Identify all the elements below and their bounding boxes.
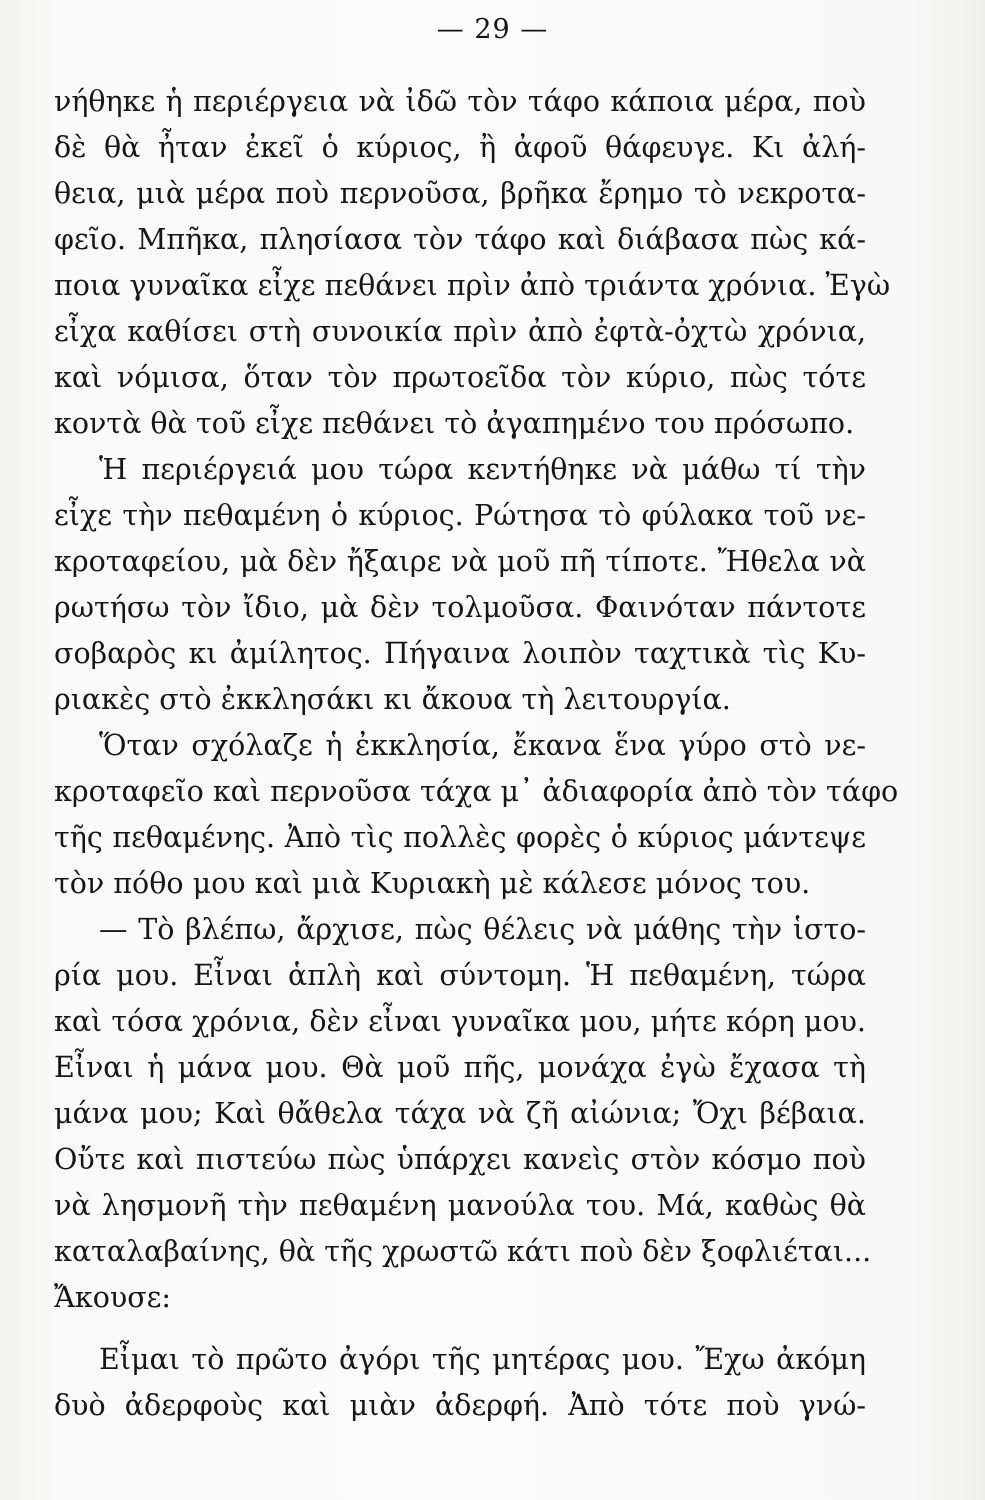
text-line: φεῖο. Μπῆκα, πλησίασα τὸν τάφο καὶ διάβασα πὼς κά-: [54, 223, 866, 256]
body-text: [54, 79, 899, 1429]
text-line: ριακὲς στὸ ἐκκλησάκι κι ἄκουα τὴ λειτουργία.: [54, 683, 731, 716]
dialogue-first-line: — Τὸ βλέπω, ἄρχισε, πὼς θέλεις νὰ μάθης τὴν ἱστο-: [99, 913, 866, 946]
text-line: κροταφείου, μὰ δὲν ἤξαιρε νὰ μοῦ πῆ τίποτε. Ἤθελα νὰ: [54, 545, 866, 578]
text-line: καὶ τόσα χρόνια, δὲν εἶναι γυναῖκα μου, μήτε κόρη μου.: [54, 1005, 866, 1038]
paragraph-first-line: Ἡ περιέργειά μου τώρα κεντήθηκε νὰ μάθω τί τὴν: [99, 453, 866, 486]
text-line: εἶχε τὴν πεθαμένη ὁ κύριος. Ρώτησα τὸ φύλακα τοῦ νε-: [54, 499, 866, 532]
text-line: δὲ θὰ ἦταν ἐκεῖ ὁ κύριος, ἢ ἀφοῦ θάφευγε. Κι ἀλή-: [54, 131, 866, 164]
text-line: καὶ νόμισα, ὅταν τὸν πρωτοεῖδα τὸν κύριο, πὼς τότε: [54, 361, 866, 394]
text-line: σοβαρὸς κι ἀμίλητος. Πήγαινα λοιπὸν ταχτικὰ τὶς Κυ-: [54, 637, 866, 670]
paragraph-first-line: Εἶμαι τὸ πρῶτο ἀγόρι τῆς μητέρας μου. Ἔχω ἀκόμη: [99, 1343, 866, 1376]
text-line: εἶχα καθίσει στὴ συνοικία πρὶν ἀπὸ ἐφτὰ-ὀχτὼ χρόνια,: [54, 315, 866, 348]
text-line: ποια γυναῖκα εἶχε πεθάνει πρὶν ἀπὸ τριάντα χρόνια. Ἐγὼ: [54, 269, 891, 302]
text-line: τῆς πεθαμένης. Ἀπὸ τὶς πολλὲς φορὲς ὁ κύριος μάντεψε: [54, 821, 866, 854]
text-line: μάνα μου; Καὶ θἄθελα τάχα νὰ ζῆ αἰώνια; Ὄχι βέβαια.: [54, 1097, 866, 1130]
paragraph-first-line: Ὅταν σχόλαζε ἡ ἐκκλησία, ἔκανα ἕνα γύρο στὸ νε-: [99, 729, 866, 762]
page-number: — 29 —: [436, 14, 549, 45]
text-line: κοντὰ θὰ τοῦ εἶχε πεθάνει τὸ ἀγαπημένο του πρόσωπο.: [54, 407, 855, 440]
text-line: ρία μου. Εἶναι ἁπλὴ καὶ σύντομη. Ἡ πεθαμένη, τώρα: [54, 959, 866, 992]
text-line: Εἶναι ἡ μάνα μου. Θὰ μοῦ πῆς, μονάχα ἐγὼ ἔχασα τὴ: [54, 1051, 866, 1084]
text-line: τὸν πόθο μου καὶ μιὰ Κυριακὴ μὲ κάλεσε μόνος του.: [54, 867, 811, 900]
text-line: Ἄκουσε:: [54, 1281, 172, 1314]
text-line: ρωτήσω τὸν ἴδιο, μὰ δὲν τολμοῦσα. Φαινόταν πάντοτε: [54, 591, 866, 624]
text-line: νήθηκε ἡ περιέργεια νὰ ἰδῶ τὸν τάφο κάποια μέρα, ποὺ: [54, 85, 866, 118]
text-line: καταλαβαίνης, θὰ τῆς χρωστῶ κάτι ποὺ δὲν ξοφλιέται...: [54, 1235, 872, 1268]
text-line: Οὔτε καὶ πιστεύω πὼς ὑπάρχει κανεὶς στὸν κόσμο ποὺ: [54, 1143, 866, 1176]
text-line: κροταφεῖο καὶ περνοῦσα τάχα μ᾽ ἀδιαφορία ἀπὸ τὸν τάφο: [54, 775, 899, 808]
text-line: θεια, μιὰ μέρα ποὺ περνοῦσα, βρῆκα ἔρημο τὸ νεκροτα-: [54, 177, 866, 210]
text-line: νὰ λησμονῆ τὴν πεθαμένη μανούλα του. Μά, καθὼς θὰ: [54, 1189, 866, 1222]
text-line: δυὸ ἀδερφοὺς καὶ μιὰν ἀδερφή. Ἀπὸ τότε ποὺ γνώ-: [54, 1389, 866, 1422]
